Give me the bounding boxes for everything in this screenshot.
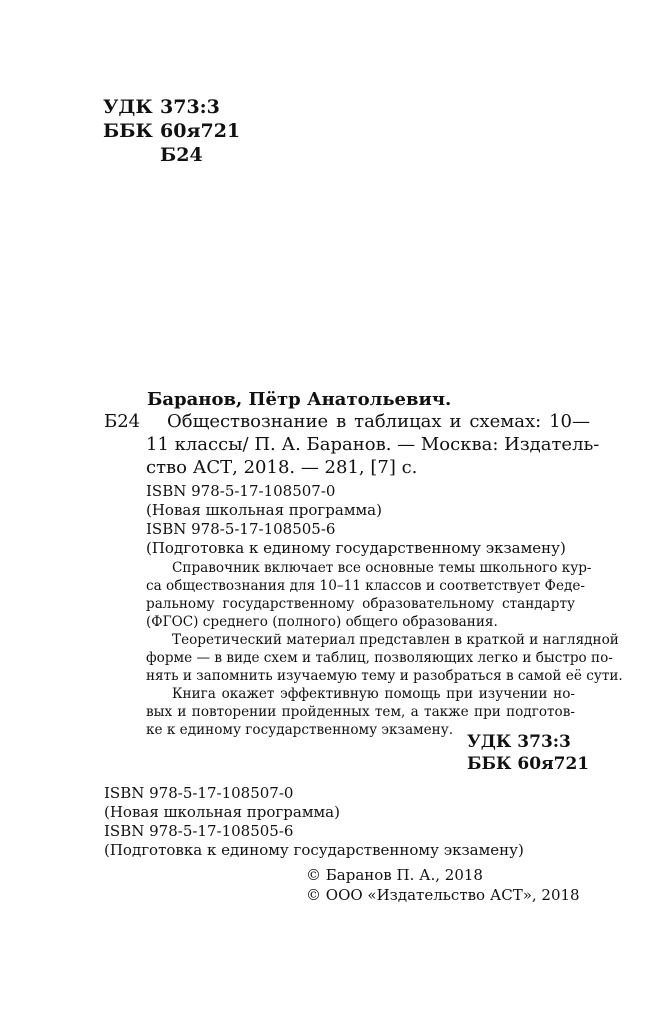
annotation-line: (ФГОС) среднего (полного) общего образования.: [146, 614, 498, 630]
udk-right: УДК 373:3: [467, 732, 571, 752]
annotation-line: Книга окажет эффективную помощь при изучении но-: [172, 686, 575, 702]
udk-label: УДК: [103, 96, 153, 118]
bbk-right: ББК 60я721: [467, 754, 590, 774]
annotation-line: Справочник включает все основные темы школьного кур-: [172, 560, 592, 576]
bib-mark: Б24: [104, 411, 141, 432]
annotation-line: Теоретический материал представлен в краткой и наглядной: [172, 632, 619, 648]
bib-line: 11 классы/ П. А. Баранов. — Москва: Издатель-: [146, 434, 600, 455]
series-line: (Подготовка к единому государственному экзамену): [146, 539, 566, 557]
annotation-line: форме — в виде схем и таблиц, позволяющих легко и быстро по-: [146, 650, 613, 666]
series-line: (Новая школьная программа): [146, 501, 382, 519]
copyright-publisher: © ООО «Издательство АСТ», 2018: [306, 886, 580, 904]
annotation-line: нять и запомнить изучаемую тему и разобраться в самой её сути.: [146, 668, 623, 684]
author-mark: Б24: [160, 144, 203, 166]
classification-block: [103, 95, 303, 167]
series-line: (Подготовка к единому государственному экзамену): [104, 841, 524, 859]
isbn-line: ISBN 978-5-17-108505-6: [146, 520, 336, 538]
udk-value: 373:3: [160, 96, 220, 118]
isbn-line: ISBN 978-5-17-108507-0: [146, 482, 336, 500]
bib-line: Обществознание в таблицах и схемах: 10—: [167, 411, 590, 432]
author-name: Баранов, Пётр Анатольевич.: [147, 389, 452, 410]
series-line: (Новая школьная программа): [104, 803, 340, 821]
isbn-line: ISBN 978-5-17-108505-6: [104, 822, 294, 840]
annotation-line: са обществознания для 10–11 классов и соответствует Феде-: [146, 578, 586, 594]
bbk-label: ББК: [103, 120, 153, 142]
annotation-line: вых и повторении пройденных тем, а также при подготов-: [146, 704, 575, 720]
copyright-author: © Баранов П. А., 2018: [306, 866, 483, 884]
annotation-line: ральному государственному образовательному стандарту: [146, 596, 575, 612]
annotation-line: ке к единому государственному экзамену.: [146, 722, 454, 738]
bbk-value: 60я721: [160, 120, 241, 142]
bib-line: ство АСТ, 2018. — 281, [7] с.: [146, 457, 418, 478]
isbn-line: ISBN 978-5-17-108507-0: [104, 784, 294, 802]
